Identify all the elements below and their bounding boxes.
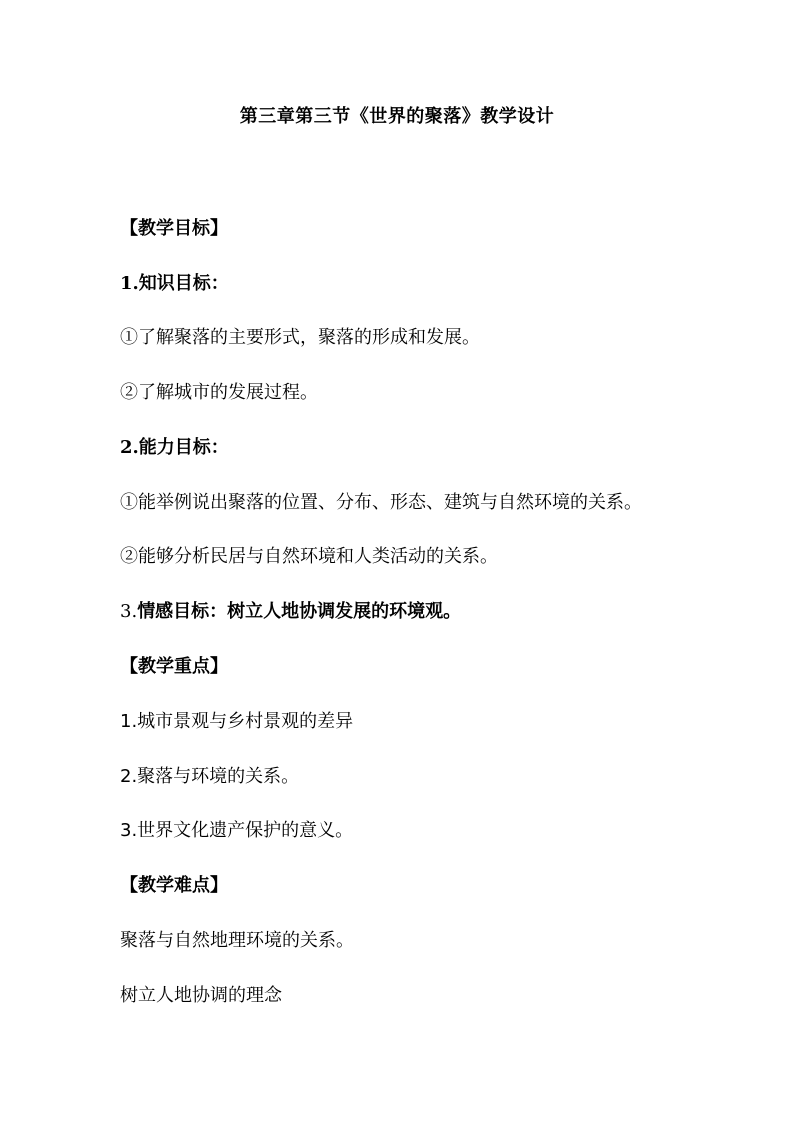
ability-objective-heading: 2.能力目标： xyxy=(120,437,229,458)
knowledge-objective-heading: 1.知识目标： xyxy=(120,273,229,294)
document-title: 第三章第三节《世界的聚落》教学设计 xyxy=(239,106,555,127)
emotion-objective xyxy=(120,599,461,625)
difficulty-item-1: 聚落与自然地理环境的关系。 xyxy=(120,930,354,951)
key-point-item-1: 1.城市景观与乡村景观的差异 xyxy=(120,711,354,732)
knowledge-objective-item-1: ①了解聚落的主要形式，聚落的形成和发展。 xyxy=(120,327,480,348)
emotion-objective-text: 情感目标：树立人地协调发展的环境观。 xyxy=(137,601,462,622)
difficulties-heading: 【教学难点】 xyxy=(120,875,228,896)
key-points-heading: 【教学重点】 xyxy=(120,656,228,677)
ability-objective-item-1: ①能举例说出聚落的位置、分布、形态、建筑与自然环境的关系。 xyxy=(120,492,642,513)
key-point-item-2: 2.聚落与环境的关系。 xyxy=(120,766,300,787)
emotion-objective-number: 3. xyxy=(120,601,138,622)
knowledge-objective-item-2: ②了解城市的发展过程。 xyxy=(120,382,318,403)
ability-objective-item-2: ②能够分析民居与自然环境和人类活动的关系。 xyxy=(120,546,498,567)
objectives-heading: 【教学目标】 xyxy=(120,218,228,239)
difficulty-item-2: 树立人地协调的理念 xyxy=(120,985,282,1006)
key-point-item-3: 3.世界文化遗产保护的意义。 xyxy=(120,820,354,841)
